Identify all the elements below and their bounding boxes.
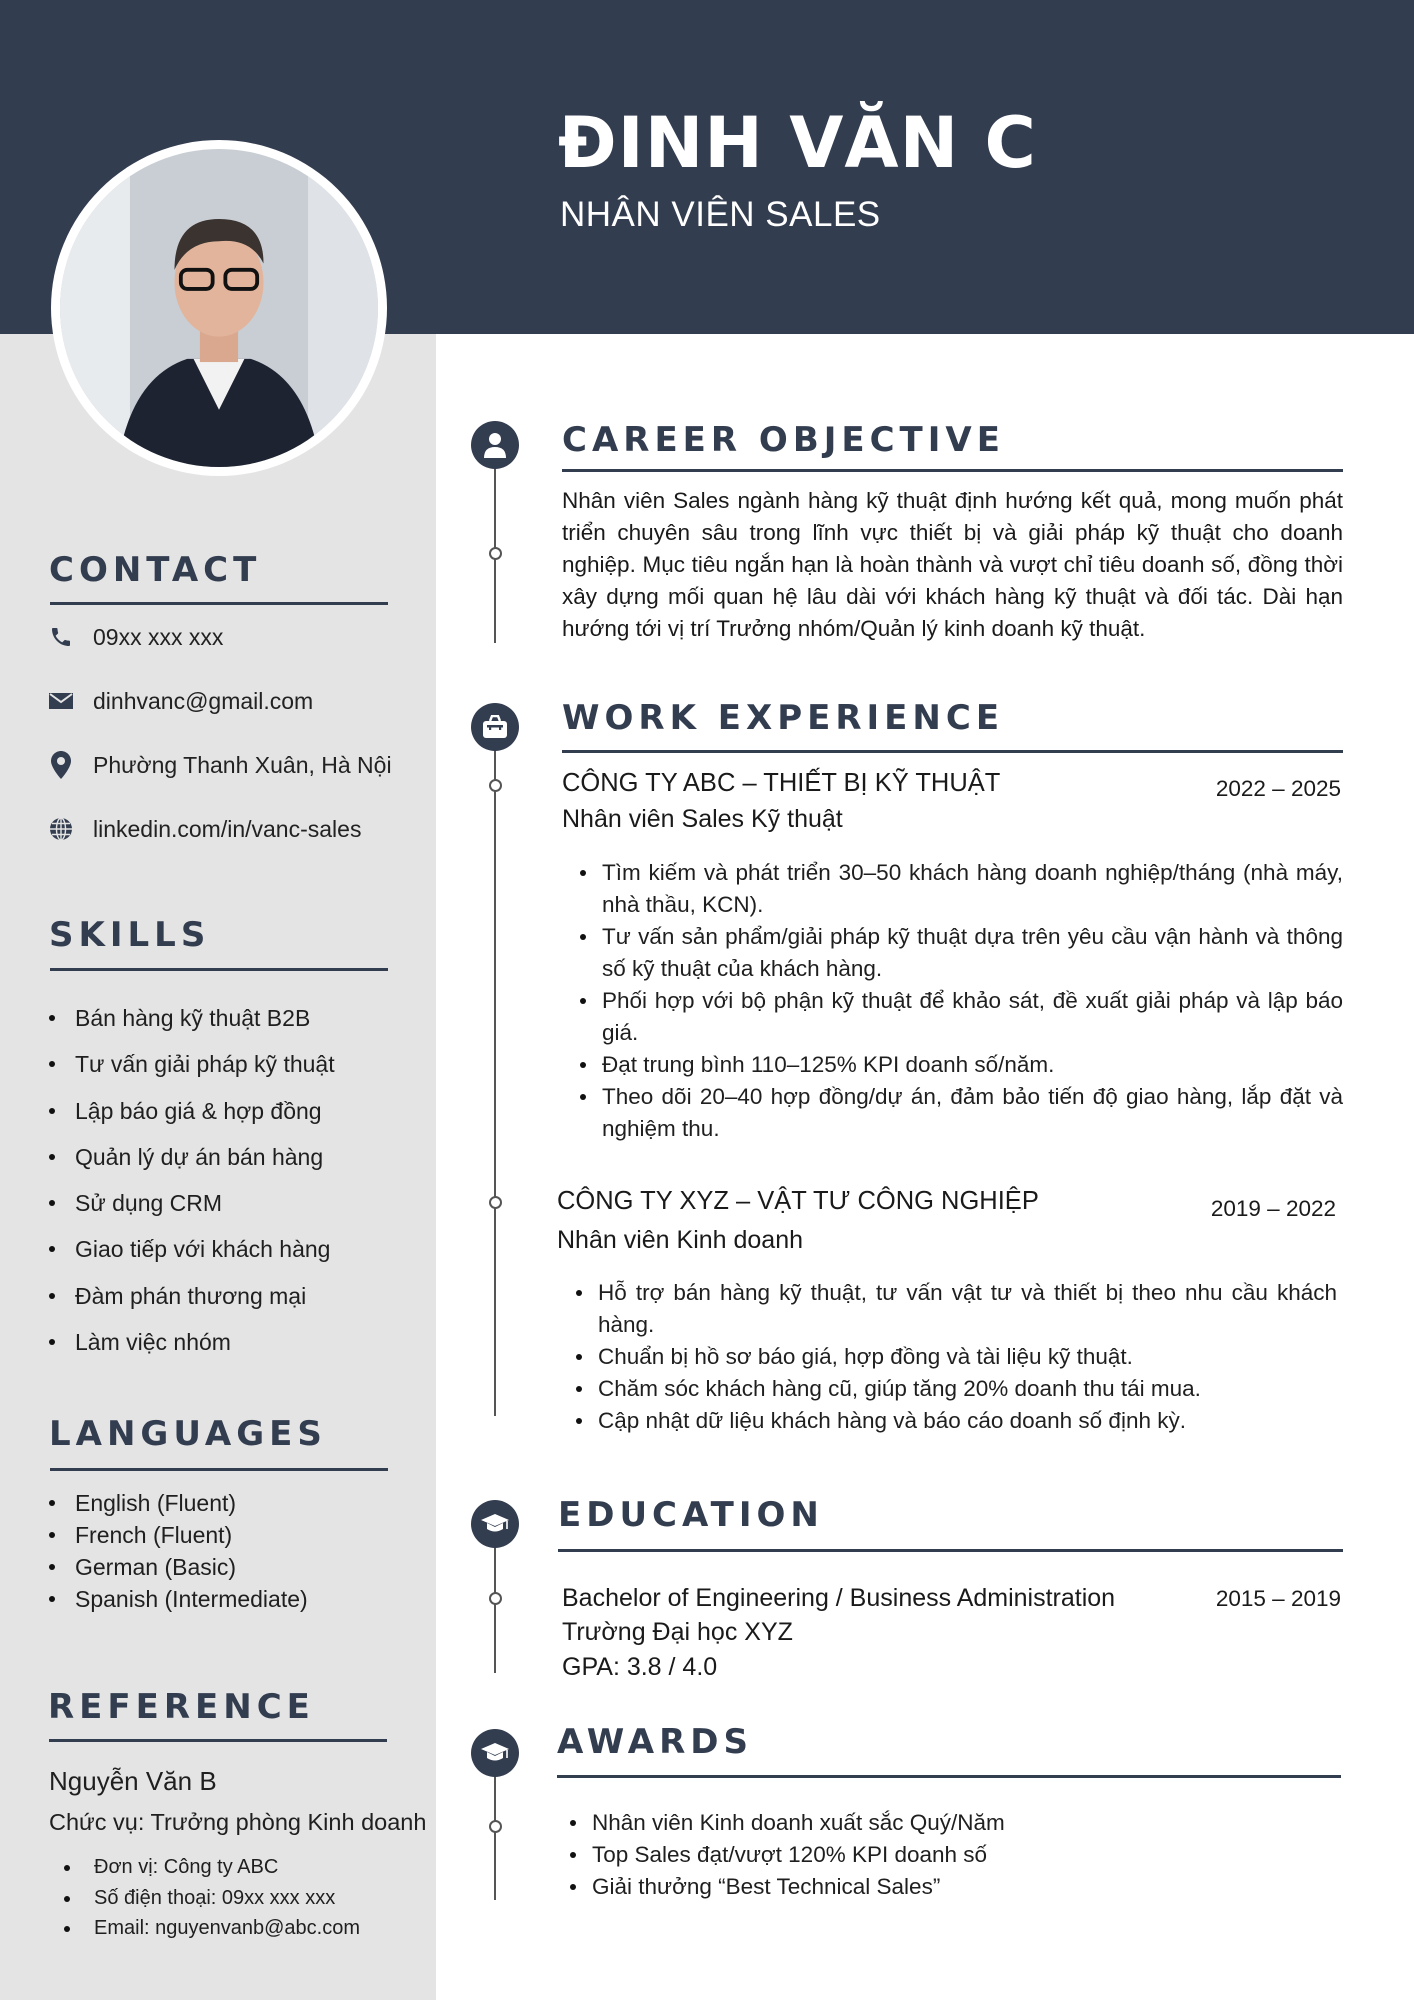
language-item: English (Fluent) xyxy=(48,1487,308,1519)
address-text: Phường Thanh Xuân, Hà Nội xyxy=(93,751,392,778)
person-icon xyxy=(471,421,519,469)
job-company: CÔNG TY ABC – THIẾT BỊ KỸ THUẬT xyxy=(562,769,1001,797)
contact-divider xyxy=(50,602,388,605)
contact-heading: CONTACT xyxy=(49,550,262,590)
phone-text[interactable]: 09xx xxx xxx xyxy=(93,623,224,650)
contact-linkedin xyxy=(48,813,361,845)
language-item: German (Basic) xyxy=(48,1551,308,1583)
profile-photo xyxy=(51,140,387,476)
award-item: Giải thưởng “Best Technical Sales” xyxy=(570,1871,1330,1903)
timeline-line xyxy=(494,440,496,643)
timeline-dot xyxy=(489,1820,502,1833)
award-item: Top Sales đạt/vượt 120% KPI doanh số xyxy=(570,1839,1330,1871)
languages-list xyxy=(48,1487,308,1615)
education-dates: 2015 – 2019 xyxy=(1215,1586,1341,1611)
awards-divider xyxy=(557,1775,1341,1778)
job-title: NHÂN VIÊN SALES xyxy=(560,195,881,234)
job-bullets xyxy=(576,1277,1337,1437)
globe-icon xyxy=(48,816,74,842)
education-gpa: GPA: 3.8 / 4.0 xyxy=(562,1653,718,1681)
job-bullet: Tư vấn sản phẩm/giải pháp kỹ thuật dựa trên yêu cầu vận hành và thông số kỹ thuật của khách hàng. xyxy=(580,921,1343,985)
job-bullet: Chuẩn bị hồ sơ báo giá, hợp đồng và tài liệu kỹ thuật. xyxy=(576,1341,1337,1373)
work-experience-heading: WORK EXPERIENCE xyxy=(562,698,1005,738)
skill-item: Lập báo giá & hợp đồng xyxy=(48,1096,335,1142)
award-item: Nhân viên Kinh doanh xuất sắc Quý/Năm xyxy=(570,1807,1330,1839)
linkedin-link[interactable]: linkedin.com/in/vanc-sales xyxy=(93,815,362,842)
graduation-cap-icon xyxy=(471,1500,519,1548)
timeline-dot xyxy=(489,779,502,792)
skill-item: Tư vấn giải pháp kỹ thuật xyxy=(48,1049,335,1095)
objective-divider xyxy=(562,469,1343,472)
education-degree: Bachelor of Engineering / Business Administration xyxy=(562,1584,1116,1612)
job-bullet: Cập nhật dữ liệu khách hàng và báo cáo doanh số định kỳ. xyxy=(576,1405,1337,1437)
language-item: Spanish (Intermediate) xyxy=(48,1583,308,1615)
job-bullet: Theo dõi 20–40 hợp đồng/dự án, đảm bảo tiến độ giao hàng, lắp đặt và nghiệm thu. xyxy=(580,1081,1343,1145)
job-bullets xyxy=(580,857,1343,1145)
timeline-dot xyxy=(489,1196,502,1209)
timeline-line xyxy=(494,720,496,1416)
education-heading: EDUCATION xyxy=(558,1495,824,1535)
location-pin-icon xyxy=(48,752,74,778)
email-text[interactable]: dinhvanc@gmail.com xyxy=(93,687,314,714)
reference-company: Đơn vị: Công ty ABC xyxy=(62,1852,360,1883)
reference-name: Nguyễn Văn B xyxy=(49,1766,217,1796)
job-role: Nhân viên Sales Kỹ thuật xyxy=(562,805,843,833)
candidate-name: ĐINH VĂN C xyxy=(558,102,1037,184)
skills-divider xyxy=(50,968,388,971)
language-item: French (Fluent) xyxy=(48,1519,308,1551)
reference-details xyxy=(62,1852,360,1944)
mail-icon xyxy=(48,688,74,714)
job-dates: 2022 – 2025 xyxy=(1215,776,1341,801)
skill-item: Giao tiếp với khách hàng xyxy=(48,1234,335,1280)
reference-heading: REFERENCE xyxy=(48,1687,315,1727)
reference-divider xyxy=(49,1739,387,1742)
timeline-dot xyxy=(489,1592,502,1605)
reference-position: Chức vụ: Trưởng phòng Kinh doanh xyxy=(49,1809,427,1835)
job-bullet: Tìm kiếm và phát triển 30–50 khách hàng doanh nghiệp/tháng (nhà máy, nhà thầu, KCN). xyxy=(580,857,1343,921)
job-bullet: Phối hợp với bộ phận kỹ thuật để khảo sát, đề xuất giải pháp và lập báo giá. xyxy=(580,985,1343,1049)
phone-icon xyxy=(48,624,74,650)
briefcase-icon xyxy=(471,703,519,751)
education-school: Trường Đại học XYZ xyxy=(562,1618,793,1646)
job-role: Nhân viên Kinh doanh xyxy=(557,1226,804,1254)
skill-item: Quản lý dự án bán hàng xyxy=(48,1142,335,1188)
awards-list xyxy=(570,1807,1330,1903)
timeline-dot xyxy=(489,547,502,560)
job-dates: 2019 – 2022 xyxy=(1210,1196,1336,1221)
job-bullet: Chăm sóc khách hàng cũ, giúp tăng 20% doanh thu tái mua. xyxy=(576,1373,1337,1405)
awards-heading: AWARDS xyxy=(557,1722,753,1762)
career-objective-heading: CAREER OBJECTIVE xyxy=(562,420,1005,460)
graduation-cap-icon xyxy=(471,1729,519,1777)
skills-heading: SKILLS xyxy=(49,915,211,955)
reference-email[interactable]: Email: nguyenvanb@abc.com xyxy=(62,1913,360,1944)
languages-heading: LANGUAGES xyxy=(49,1414,327,1454)
reference-phone: Số điện thoại: 09xx xxx xxx xyxy=(62,1883,360,1914)
skill-item: Bán hàng kỹ thuật B2B xyxy=(48,1003,335,1049)
skill-item: Làm việc nhóm xyxy=(48,1327,335,1373)
contact-address xyxy=(48,749,392,781)
job-company: CÔNG TY XYZ – VẬT TƯ CÔNG NGHIỆP xyxy=(557,1187,1039,1215)
job-bullet: Hỗ trợ bán hàng kỹ thuật, tư vấn vật tư và thiết bị theo nhu cầu khách hàng. xyxy=(576,1277,1337,1341)
education-divider xyxy=(558,1549,1343,1552)
job-bullet: Đạt trung bình 110–125% KPI doanh số/năm. xyxy=(580,1049,1343,1081)
contact-email xyxy=(48,685,313,717)
experience-divider xyxy=(562,750,1343,753)
objective-text: Nhân viên Sales ngành hàng kỹ thuật định hướng kết quả, mong muốn phát triển chuyên sâu trong lĩnh vực thiết bị và giải pháp kỹ thuật cho doanh nghiệp. Mục tiêu ngắn hạn là hoàn thành và vượt chỉ tiêu doanh số, đồng thời xây dựng mối quan hệ lâu dài với khách hàng kỹ thuật và đối tác. Dài hạn hướng tới vị trí Trưởng nhóm/Quản lý kinh doanh kỹ thuật. xyxy=(562,488,1343,641)
languages-divider xyxy=(50,1468,388,1471)
contact-phone xyxy=(48,621,223,653)
skills-list xyxy=(48,1003,335,1373)
skill-item: Đàm phán thương mại xyxy=(48,1281,335,1327)
skill-item: Sử dụng CRM xyxy=(48,1188,335,1234)
